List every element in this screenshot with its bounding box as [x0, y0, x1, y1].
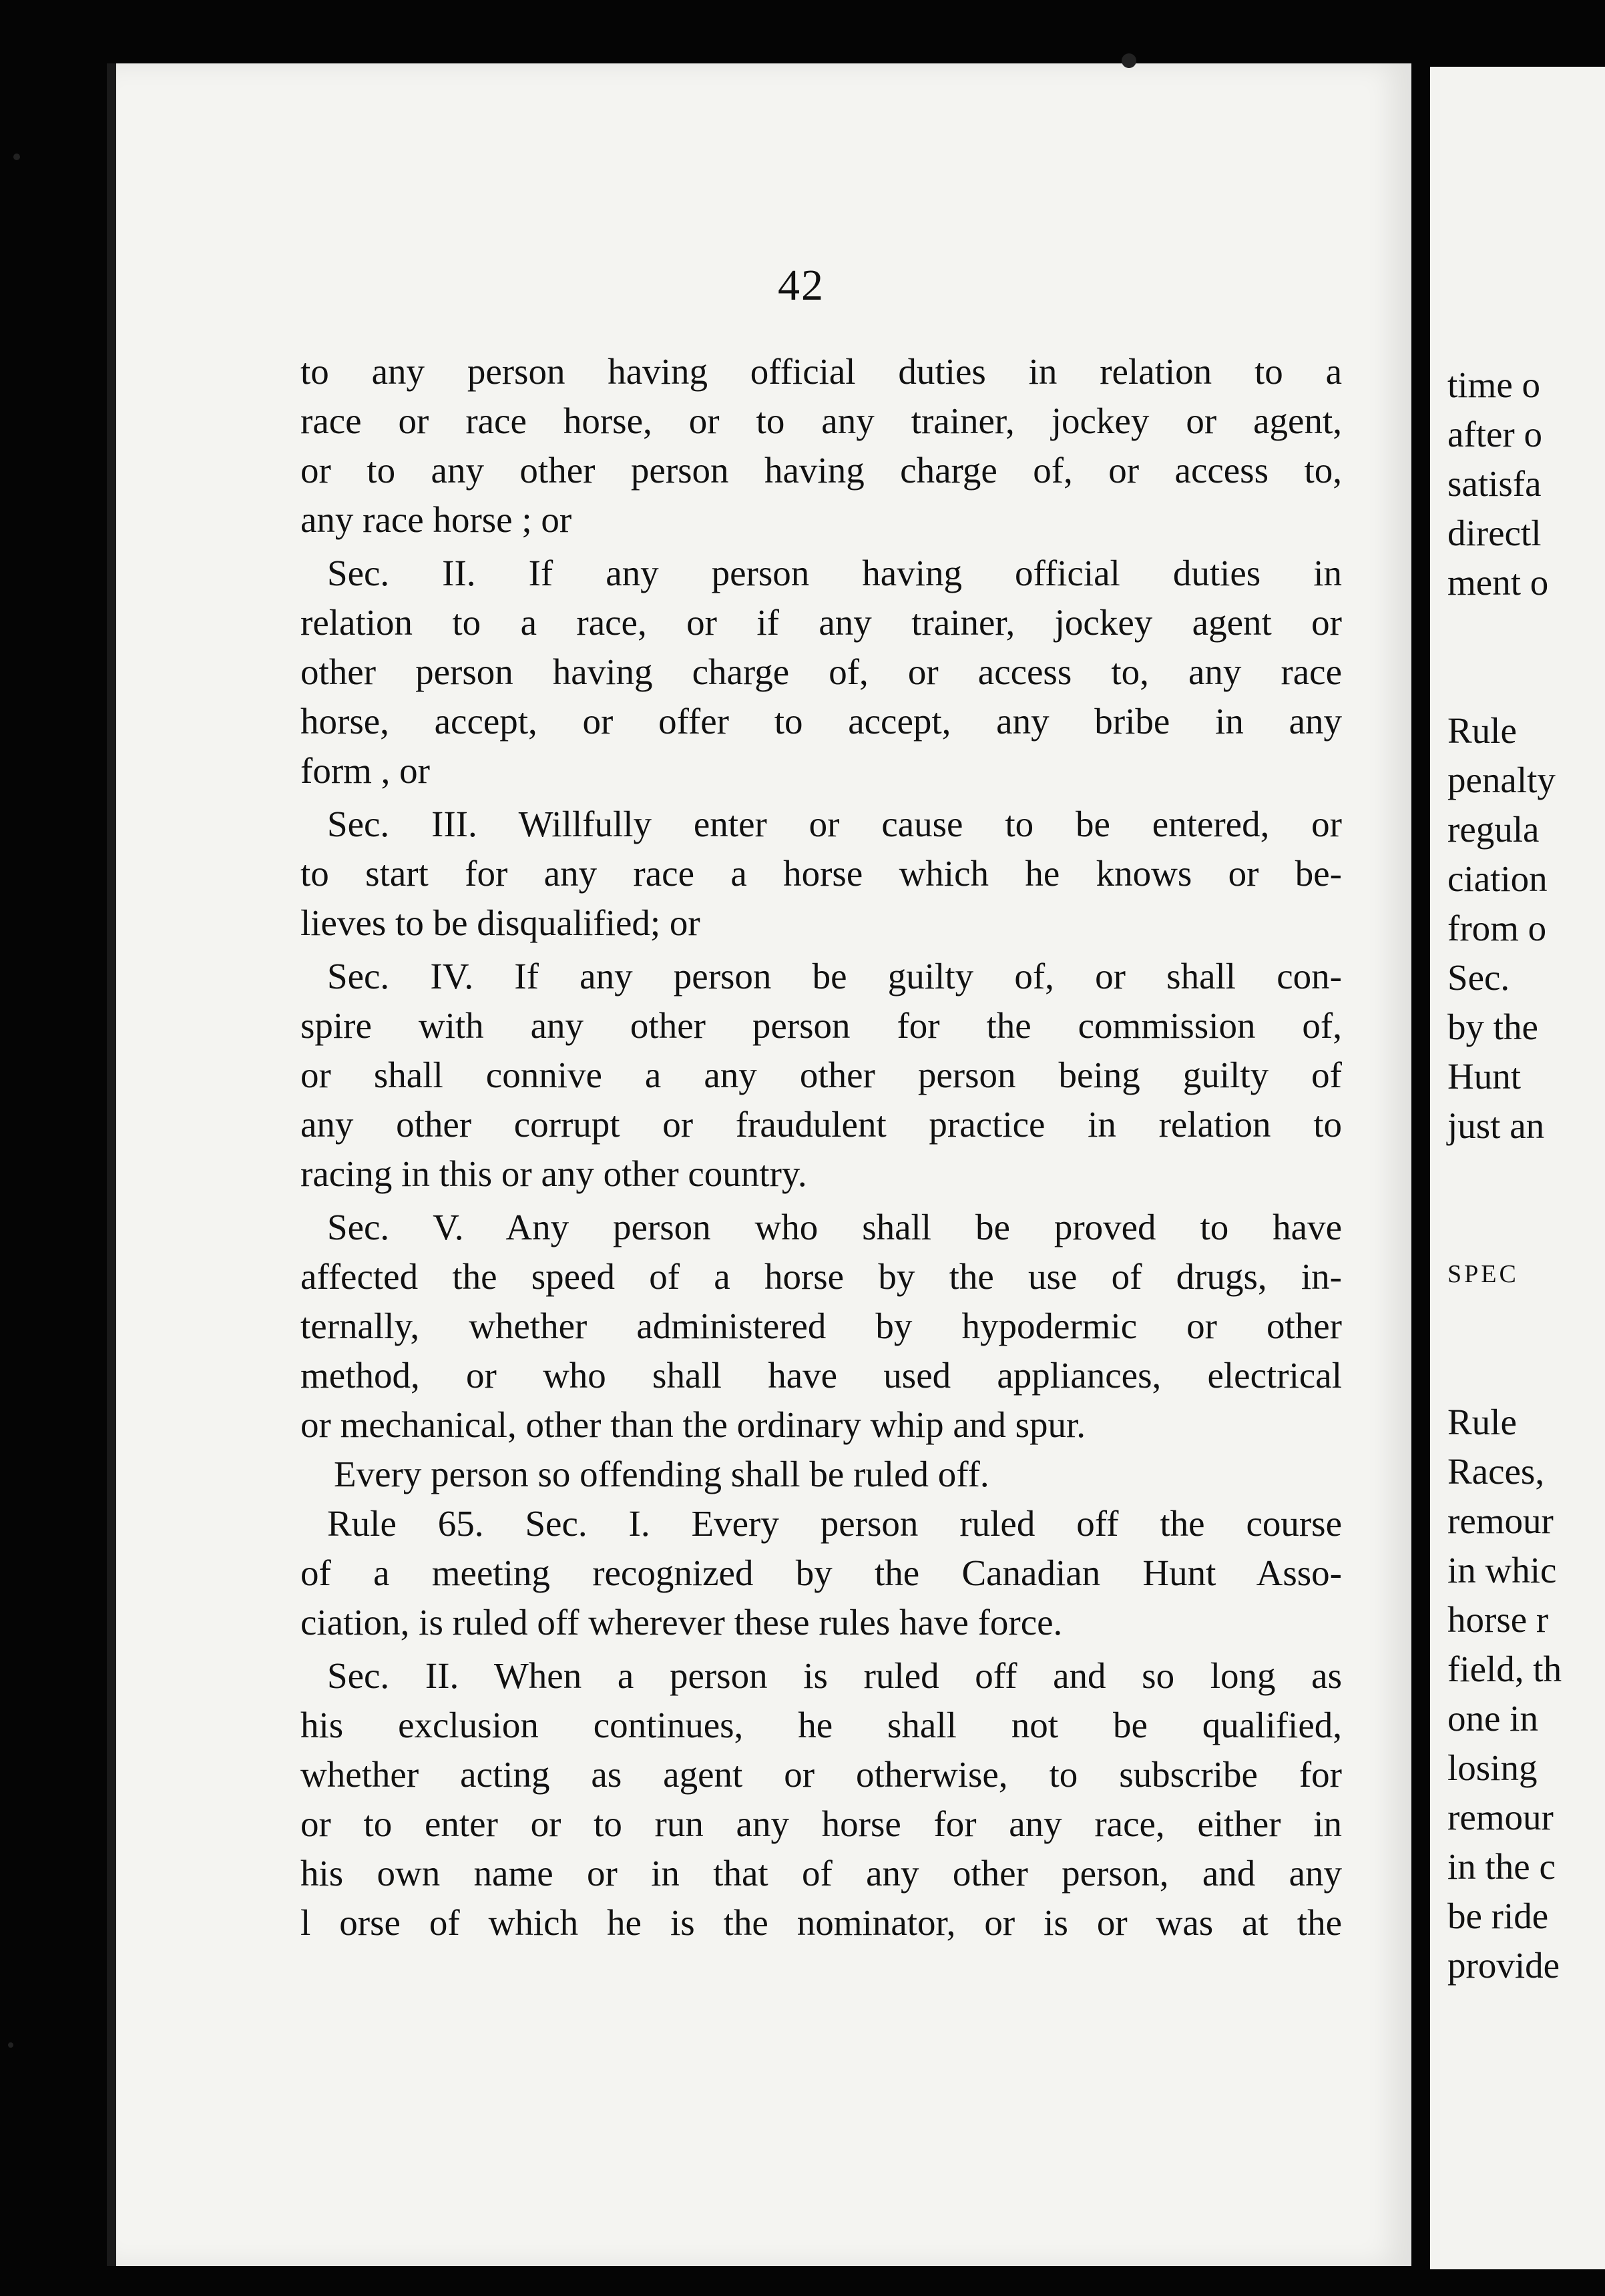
text-line: to start for any race a horse which he knows or be- — [300, 853, 1342, 894]
text-line: affected the speed of a horse by the use of drugs, in- — [300, 1256, 1342, 1297]
text-line: remour — [1447, 1500, 1554, 1541]
text-line: Sec. II. If any person having official duties in — [327, 553, 1342, 593]
page-number: 42 — [778, 261, 825, 310]
text-line: or shall connive a any other person being guilty of — [300, 1055, 1342, 1095]
text-line: ciation — [1447, 858, 1548, 899]
text-line: or to any other person having charge of, or access to, — [300, 450, 1342, 491]
text-line: of a meeting recognized by the Canadian Hunt Asso- — [300, 1552, 1342, 1593]
text-line — [1447, 607, 1562, 657]
text-line: be ride — [1447, 1896, 1549, 1936]
text-line: provide — [1447, 1945, 1560, 1986]
text-line: satisfa — [1447, 463, 1542, 504]
text-line: ciation, is ruled off wherever these rules have force. — [300, 1602, 1063, 1643]
text-line — [1447, 1151, 1562, 1200]
text-line: method, or who shall have used appliances, electrical — [300, 1355, 1342, 1396]
text-line — [1447, 657, 1562, 706]
text-line: l orse of which he is the nominator, or is or was at the — [300, 1902, 1342, 1943]
text-line: Rule — [1447, 1402, 1517, 1442]
text-line: or to enter or to run any horse for any race, either in — [300, 1803, 1342, 1844]
text-line: one in — [1447, 1698, 1538, 1739]
left-page-text — [300, 347, 1342, 1948]
text-line: just an — [1447, 1105, 1545, 1146]
text-line: form , or — [300, 750, 430, 791]
text-line: any race horse ; or — [300, 499, 572, 540]
text-line: Every person so offending shall be ruled off. — [334, 1454, 989, 1494]
text-line — [1447, 1299, 1562, 1348]
text-line: whether acting as agent or otherwise, to subscribe for — [300, 1754, 1342, 1795]
text-line: Sec. V. Any person who shall be proved to have — [327, 1207, 1342, 1247]
text-line: racing in this or any other country. — [300, 1153, 807, 1194]
text-line: spire with any other person for the commission of, — [300, 1005, 1342, 1046]
text-line: or mechanical, other than the ordinary whip and spur. — [300, 1404, 1086, 1445]
text-line: time o — [1447, 364, 1541, 405]
text-line: field, th — [1447, 1649, 1562, 1689]
text-line: Hunt — [1447, 1056, 1521, 1097]
right-page-text — [1447, 360, 1562, 1990]
text-line: from o — [1447, 908, 1547, 948]
text-line: Sec. — [1447, 957, 1510, 998]
text-line: ternally, whether administered by hypodermic or other — [300, 1306, 1342, 1346]
dust-speck — [8, 2042, 13, 2048]
text-line: in the c — [1447, 1846, 1556, 1887]
text-line: lieves to be disqualified; or — [300, 902, 700, 943]
text-line: SPEC — [1447, 1260, 1519, 1288]
text-line: after o — [1447, 414, 1542, 455]
text-line: Sec. II. When a person is ruled off and so long as — [327, 1655, 1342, 1696]
dust-speck — [13, 154, 20, 160]
dust-speck — [1122, 53, 1136, 68]
text-line: directl — [1447, 513, 1542, 553]
text-line: his own name or in that of any other person, and any — [300, 1853, 1342, 1894]
text-line: other person having charge of, or access to, any race — [300, 651, 1342, 692]
text-line: to any person having official duties in relation to a — [300, 351, 1342, 392]
text-line: by the — [1447, 1007, 1538, 1047]
text-line: horse, accept, or offer to accept, any bribe in any — [300, 701, 1342, 742]
text-line — [1447, 1348, 1562, 1398]
text-line — [1447, 1200, 1562, 1249]
text-line: any other corrupt or fraudulent practice in relation to — [300, 1104, 1342, 1145]
text-line: Races, — [1447, 1451, 1545, 1492]
text-line: Rule 65. Sec. I. Every person ruled off the course — [327, 1503, 1342, 1544]
text-line: ment o — [1447, 562, 1549, 603]
text-line: remour — [1447, 1797, 1554, 1837]
text-line: Rule — [1447, 710, 1517, 751]
text-line: Sec. IV. If any person be guilty of, or shall con- — [327, 956, 1342, 996]
text-line: relation to a race, or if any trainer, jockey agent or — [300, 602, 1342, 643]
text-line: penalty — [1447, 760, 1556, 800]
text-line: horse r — [1447, 1599, 1549, 1640]
text-line: race or race horse, or to any trainer, jockey or agent, — [300, 400, 1342, 441]
text-line: losing — [1447, 1747, 1538, 1788]
text-line: Sec. III. Willfully enter or cause to be entered, or — [327, 804, 1342, 844]
text-line: regula — [1447, 809, 1540, 850]
text-line: his exclusion continues, he shall not be qualified, — [300, 1705, 1342, 1745]
text-line: in whic — [1447, 1550, 1557, 1591]
